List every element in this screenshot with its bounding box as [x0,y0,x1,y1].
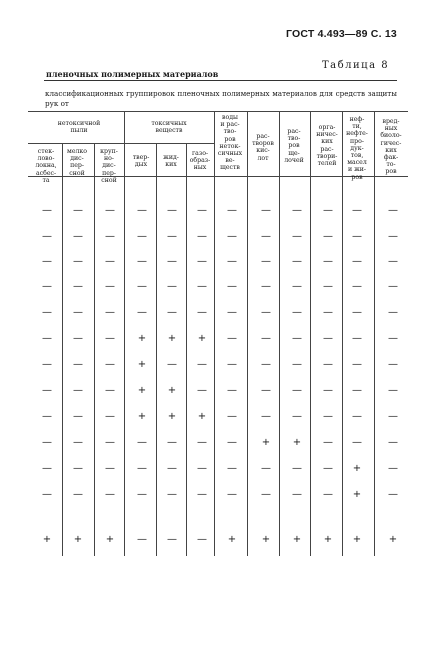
table-cell: — [352,385,362,396]
table-cell: — [261,489,271,500]
header-solid: твер- дых [132,154,150,169]
table-cell: — [105,359,115,370]
table-cell: — [42,437,52,448]
table-cell: + [388,534,398,545]
table-subtitle: пленочных полимерных материалов [46,69,219,79]
table-cell: — [42,359,52,370]
table-cell: — [292,307,302,318]
table-cell: — [227,359,237,370]
column-divider [156,143,157,556]
table-cell: + [73,534,83,545]
table-cell: — [105,437,115,448]
table-cell: + [292,437,302,448]
column-divider [186,143,187,556]
table-cell: + [197,333,207,344]
table-cell: — [105,489,115,500]
table-cell: — [197,385,207,396]
table-cell: — [73,359,83,370]
table-cell: — [73,489,83,500]
table-cell: — [292,281,302,292]
table-cell: — [137,437,147,448]
table-cell: — [261,333,271,344]
table-cell: — [323,463,333,474]
table-cell: — [105,463,115,474]
column-divider [374,111,375,556]
table-cell: — [167,307,177,318]
table-cell: + [352,463,362,474]
table-top-rule [28,111,408,112]
table-cell: — [292,231,302,242]
column-divider [310,111,311,556]
table-cell: — [105,281,115,292]
table-cell: — [323,489,333,500]
table-cell: — [261,205,271,216]
table-cell: — [323,205,333,216]
table-cell: + [105,534,115,545]
table-cell: — [292,463,302,474]
header-fine-dispersed: мелко дис- пер- сной [67,148,87,177]
table-cell: — [42,385,52,396]
table-cell: — [197,463,207,474]
table-cell: — [323,411,333,422]
table-cell: — [197,256,207,267]
table-cell: — [137,489,147,500]
table-label: Таблица 8 [322,60,390,71]
table-cell: — [42,489,52,500]
table-cell: + [137,333,147,344]
table-cell: — [388,256,398,267]
subtitle-rule [44,80,397,81]
table-cell: — [292,411,302,422]
table-cell: — [137,231,147,242]
table-cell: — [388,437,398,448]
column-divider [62,143,63,556]
header-coarse-dispersed: круп- но- дис- пер- сной [100,148,118,184]
table-cell: — [352,359,362,370]
table-cell: — [137,205,147,216]
table-cell: — [261,256,271,267]
table-cell: — [323,333,333,344]
table-cell: — [105,307,115,318]
table-cell: + [292,534,302,545]
table-cell: + [261,534,271,545]
table-cell: — [352,437,362,448]
table-cell: — [352,333,362,344]
table-cell: — [73,437,83,448]
header-oil-products: неф- ти, нефте- про- дук- тов, масел и жи- ров [346,116,368,181]
table-cell: — [323,231,333,242]
table-cell: — [227,205,237,216]
table-cell: — [137,307,147,318]
table-cell: — [227,281,237,292]
table-cell: + [352,534,362,545]
table-cell: — [227,307,237,318]
header-biological-factors: вред- ных биоло- гичес- ких фак- то- ров [380,118,402,176]
table-cell: — [137,281,147,292]
table-cell: + [352,489,362,500]
table-cell: — [73,256,83,267]
table-cell: — [73,385,83,396]
table-cell: — [292,385,302,396]
table-cell: — [73,463,83,474]
column-divider [279,111,280,556]
header-acids: рас- творов кис- лот [252,133,274,162]
table-cell: — [73,231,83,242]
table-cell: — [73,333,83,344]
table-cell: — [323,307,333,318]
table-cell: — [227,489,237,500]
table-cell: — [167,463,177,474]
table-cell: — [261,411,271,422]
table-cell: — [42,281,52,292]
table-cell: — [388,333,398,344]
table-cell: + [167,333,177,344]
table-cell: — [323,385,333,396]
table-cell: — [292,333,302,344]
header-toxic-substances: токсичных веществ [151,120,187,135]
table-cell: — [227,333,237,344]
table-cell: + [137,411,147,422]
table-cell: — [323,281,333,292]
header-organic-solvents: орга- ничес- ких рас- твори- телей [316,124,338,168]
table-cell: — [105,205,115,216]
table-cell: — [388,463,398,474]
table-cell: — [105,411,115,422]
table-cell: — [197,281,207,292]
table-cell: — [352,231,362,242]
table-cell: + [323,534,333,545]
table-cell: + [137,359,147,370]
table-cell: — [42,307,52,318]
header-glass-fiber: стек- лово- локна, асбес- та [35,148,57,184]
table-cell: — [137,534,147,545]
table-cell: — [352,411,362,422]
table-cell: — [42,333,52,344]
header-gaseous: газо- образ- ных [189,150,211,172]
table-cell: — [292,359,302,370]
table-cell: — [167,231,177,242]
table-cell: — [261,359,271,370]
table-cell: — [42,205,52,216]
table-cell: — [261,385,271,396]
table-cell: — [227,256,237,267]
table-cell: — [352,205,362,216]
table-cell: + [167,385,177,396]
table-cell: — [167,205,177,216]
table-cell: — [388,205,398,216]
table-cell: — [167,534,177,545]
page-header: ГОСТ 4.493—89 С. 13 [286,28,397,40]
table-cell: — [197,437,207,448]
table-cell: — [388,411,398,422]
table-cell: — [167,437,177,448]
table-cell: — [105,231,115,242]
table-cell: — [227,231,237,242]
table-cell: — [73,307,83,318]
table-cell: — [42,463,52,474]
table-cell: + [261,437,271,448]
table-cell: — [323,256,333,267]
table-cell: — [105,385,115,396]
table-cell: — [137,463,147,474]
column-divider [124,111,125,556]
table-cell: — [388,307,398,318]
table-cell: — [323,359,333,370]
table-cell: — [227,385,237,396]
table-cell: — [197,307,207,318]
table-cell: — [261,463,271,474]
table-cell: — [352,281,362,292]
table-cell: — [42,231,52,242]
table-cell: — [167,281,177,292]
table-cell: — [388,489,398,500]
table-cell: — [227,411,237,422]
table-cell: — [261,307,271,318]
table-cell: — [388,231,398,242]
table-cell: — [227,463,237,474]
column-divider [214,111,215,556]
table-cell: + [167,411,177,422]
table-cell: + [137,385,147,396]
column-divider [94,143,95,556]
header-nontoxic-dust: нетоксичной пыли [57,120,101,135]
table-cell: — [167,489,177,500]
table-cell: — [105,256,115,267]
table-cell: — [42,256,52,267]
table-cell: — [73,205,83,216]
table-cell: — [197,231,207,242]
table-cell: — [73,281,83,292]
table-cell: — [137,256,147,267]
table-cell: + [197,411,207,422]
table-cell: — [42,411,52,422]
table-cell: — [197,205,207,216]
table-cell: — [197,534,207,545]
column-divider [342,111,343,556]
header-alkali: рас- тво- ров ще- лочей [284,128,304,164]
table-cell: + [227,534,237,545]
header-liquid: жид- ких [163,154,179,169]
table-cell: — [388,359,398,370]
table-cell: — [352,307,362,318]
table-cell: — [388,385,398,396]
table-cell: — [197,489,207,500]
column-divider [247,111,248,556]
table-cell: — [292,205,302,216]
table-description: классификационных группировок пленочных полимерных материалов для средств защиты рук от [45,89,397,108]
table-cell: — [292,489,302,500]
table-cell: — [292,256,302,267]
header-water: воды и рас- тво- ров неток- сичных ве- ществ [217,114,243,172]
table-cell: — [261,281,271,292]
table-cell: — [197,359,207,370]
table-cell: — [227,437,237,448]
table-cell: — [261,231,271,242]
table-cell: — [388,281,398,292]
table-cell: — [105,333,115,344]
table-cell: — [73,411,83,422]
table-cell: — [323,437,333,448]
table-cell: — [352,256,362,267]
table-cell: — [167,256,177,267]
table-cell: + [42,534,52,545]
table-cell: — [167,359,177,370]
